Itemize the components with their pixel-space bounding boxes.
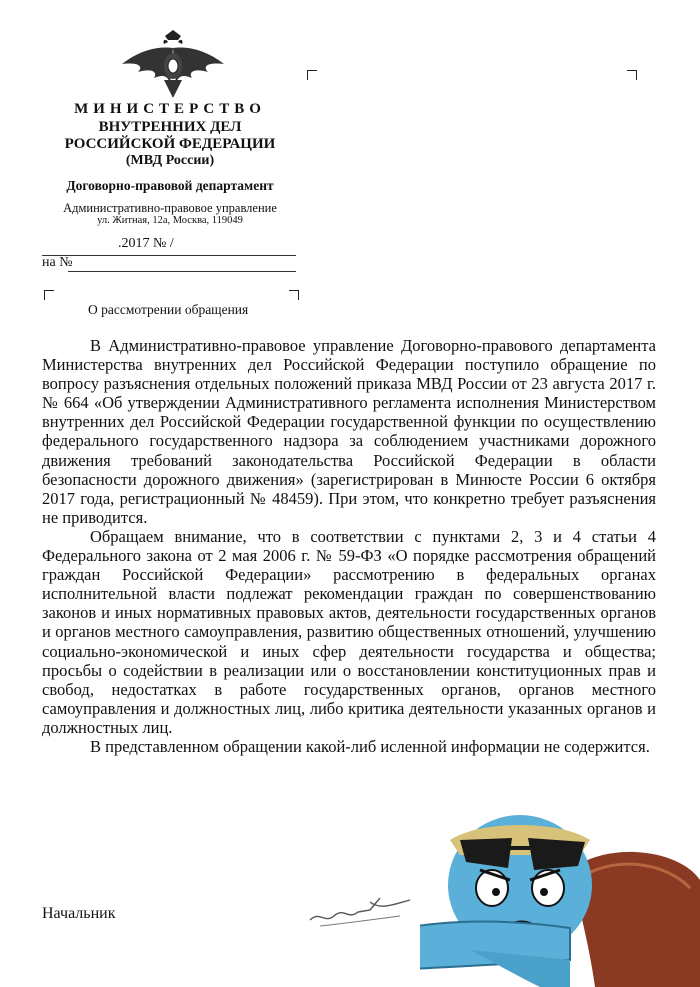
ministry-name-line3: РОССИЙСКОЙ ФЕДЕРАЦИИ [64, 136, 276, 152]
cartoon-bug-character-icon [420, 800, 700, 987]
division-name: Административно-правовое управление [63, 201, 277, 215]
reply-to-field: на № [42, 255, 73, 270]
subject-corner-left [44, 290, 54, 300]
handwritten-signature [300, 880, 420, 940]
address-corner-top-right [627, 70, 637, 80]
double-headed-eagle-crest-icon [118, 28, 228, 100]
address-corner-top-left [307, 70, 317, 80]
ministry-name-line2: ВНУТРЕННИХ ДЕЛ [98, 119, 242, 135]
address: ул. Житная, 12а, Москва, 119049 [97, 215, 243, 226]
date-number-field: .2017 № / [118, 236, 174, 251]
subject-corner-right [289, 290, 299, 300]
signer-title: Начальник [42, 905, 116, 922]
date-underline [42, 255, 296, 256]
paragraph-3: В представленном обращении какой-либ исленной информации не содержится. [90, 736, 650, 756]
ministry-name-line1: МИНИСТЕРСТВО [74, 101, 266, 117]
department-name: Договорно-правовой департамент [66, 178, 274, 193]
paragraph-1: В Административно-правовое управление Договорно-правового департамента Министерства внутренних дел Российской Федерации поступило обращение по вопросу разъяснения отдельных положений приказа МВД России от 23 августа 2017 г. № 664 «Об утверждении Административного регламента исполнения Министерством внутренних дел Российской Федерации государственной функции по осуществлению федерального государственного надзора за соблюдением участниками дорожного движения требований законодательства Российской Федерации в области безопасности дорожного движения» (зарегистрирован в Минюсте России 6 октября 2017 года, регистрационный № 48459). При этом, что конкретно требует разъяснения не приводится. [42, 336, 656, 527]
ministry-abbreviation: (МВД России) [125, 153, 215, 168]
paragraph-2: Обращаем внимание, что в соответствии с пунктами 2, 3 и 4 статьи 4 Федерального закона от 2 мая 2006 г. № 59-ФЗ «О порядке рассмотрения обращений граждан Российской Федерации» рассмотрению в федеральных органах исполнительной власти подлежат рекомендации граждан по совершенствованию законов и иных нормативных правовых актов, деятельности государственных органов и органов местного самоуправления, развитию общественных отношений, улучшению социально-экономической и иных сфер деятельности государства и общества; просьбы о содействии в реализации или о восстановлении конституционных прав и свобод, недостатках в работе государственных органов, органов местного самоуправления и должностных лиц, либо критика деятельности указанных органов и должностных лиц. [42, 526, 656, 737]
reply-underline [68, 271, 296, 272]
subject-line: О рассмотрении обращения [88, 302, 249, 317]
letter-body [42, 336, 656, 756]
